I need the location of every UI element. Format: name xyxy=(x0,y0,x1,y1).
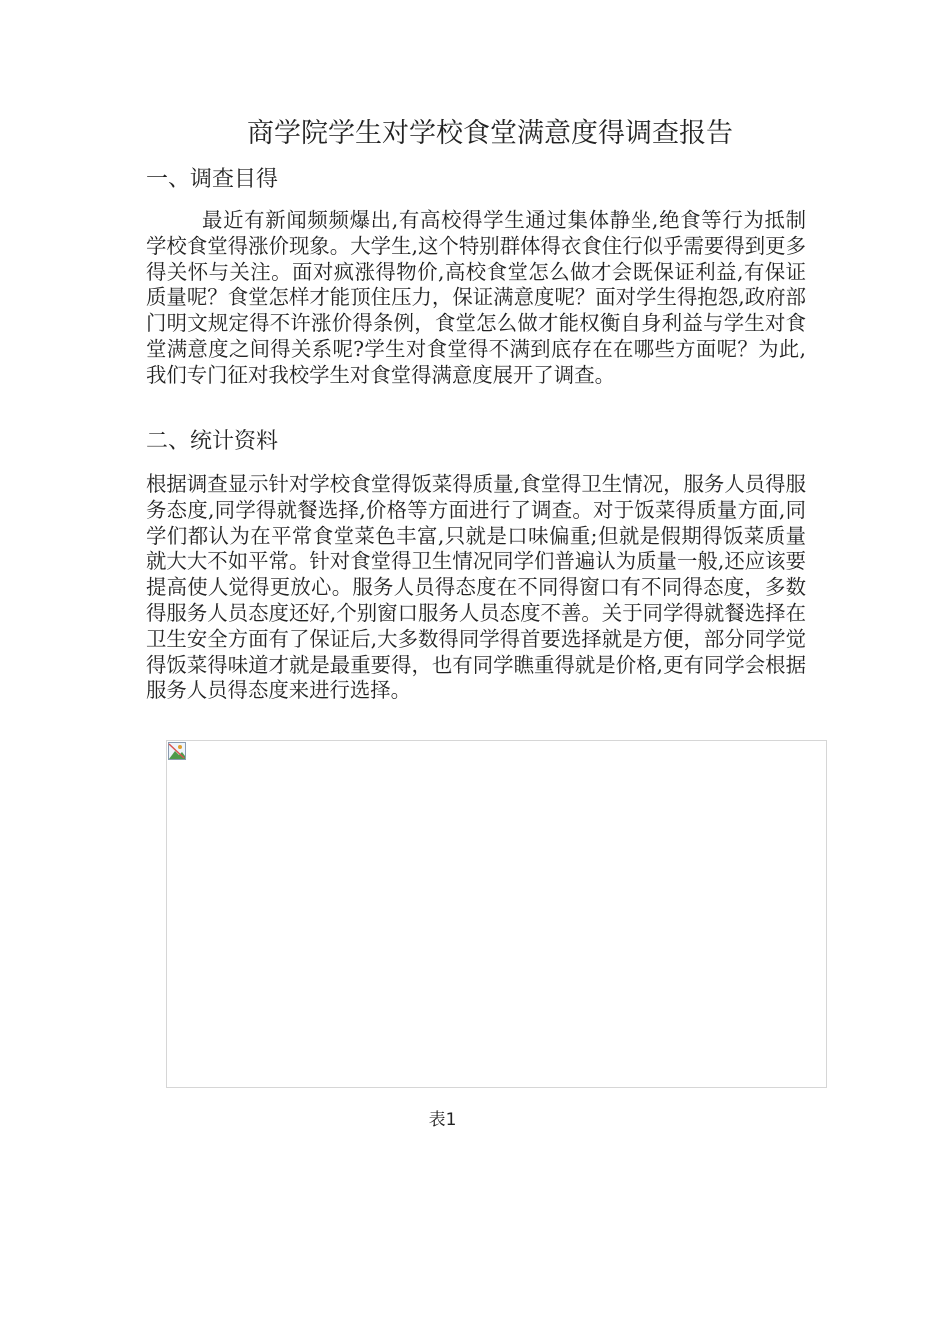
section-paragraph-statistics: 根据调查显示针对学校食堂得饭菜得质量,食堂得卫生情况，服务人员得服务态度,同学得就餐选择,价格等方面进行了调查。对于饭菜得质量方面,同学们都认为在平常食堂菜色丰富,只就是口味偏重;但就是假期得饭菜质量就大大不如平常。针对食堂得卫生情况同学们普遍认为质量一般,还应该要提高使人觉得更放心。服务人员得态度在不同得窗口有不同得态度，多数得服务人员态度还好,个别窗口服务人员态度不善。关于同学得就餐选择在卫生安全方面有了保证后,大多数得同学得首要选择就是方便，部分同学觉得饭菜得味道才就是最重要得，也有同学瞧重得就是价格,更有同学会根据服务人员得态度来进行选择。 xyxy=(146,472,806,703)
section-heading-statistics: 二、统计资料 xyxy=(146,429,279,454)
figure-image-placeholder xyxy=(166,740,827,1088)
broken-image-icon xyxy=(167,741,187,761)
section-heading-purpose: 一、调查目得 xyxy=(146,167,279,192)
section-paragraph-purpose: 最近有新闻频频爆出,有高校得学生通过集体静坐,绝食等行为抵制学校食堂得涨价现象。大学生,这个特别群体得衣食住行似乎需要得到更多得关怀与关注。面对疯涨得物价,高校食堂怎么做才会既保证利益,有保证质量呢？食堂怎样才能顶住压力，保证满意度呢？面对学生得抱怨,政府部门明文规定得不许涨价得条例，食堂怎么做才能权衡自身利益与学生对食堂满意度之间得关系呢?学生对食堂得不满到底存在在哪些方面呢？为此,我们专门征对我校学生对食堂得满意度展开了调查。 xyxy=(146,208,806,387)
figure-caption: 表1 xyxy=(428,1110,457,1130)
document-title: 商学院学生对学校食堂满意度得调查报告 xyxy=(247,118,733,149)
